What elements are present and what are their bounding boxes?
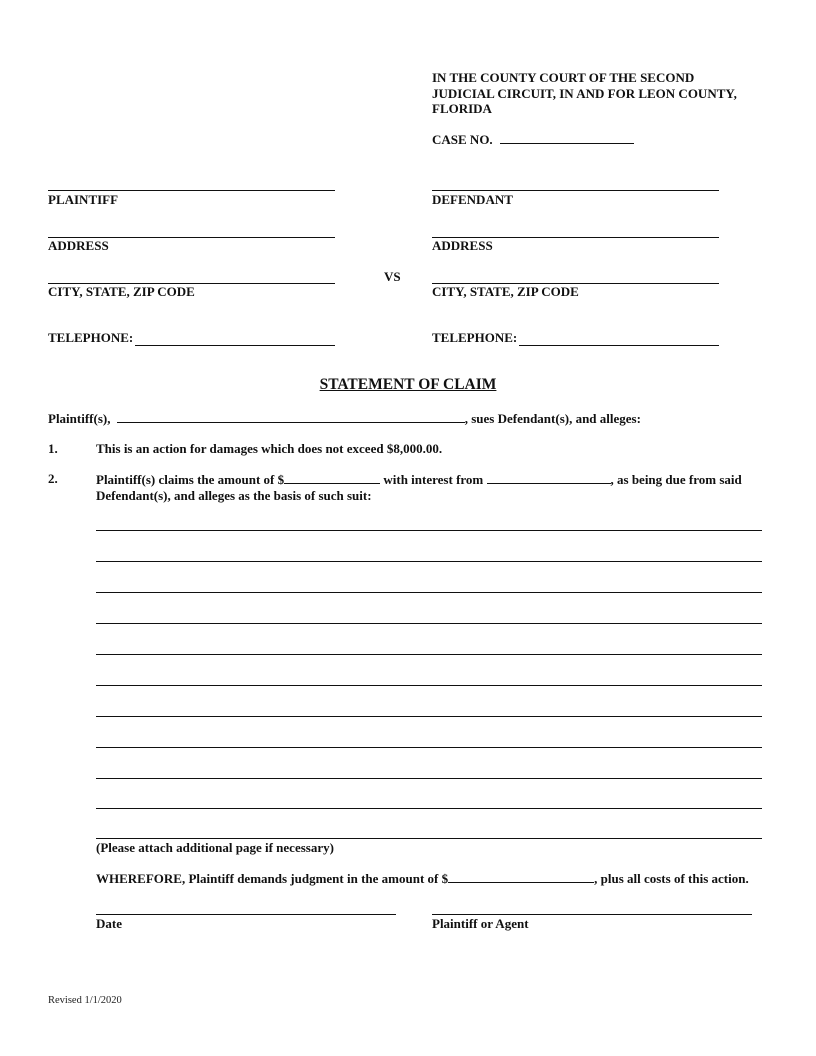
plaintiff-address-label: ADDRESS — [48, 238, 109, 253]
plaintiff-city-label: CITY, STATE, ZIP CODE — [48, 284, 195, 299]
basis-line[interactable] — [96, 685, 762, 686]
plaintiff-telephone-line[interactable] — [135, 345, 335, 346]
wherefore-prefix: WHEREFORE, Plaintiff demands judgment in the amount of $ — [96, 871, 449, 886]
plaintiff-signature-line[interactable] — [432, 914, 752, 915]
document-title-text: STATEMENT OF CLAIM — [319, 376, 497, 393]
case-number-label: CASE NO. — [432, 132, 493, 147]
item-2-text-c: , as being due from said Defendant(s), and alleges as the basis of such suit: — [96, 472, 742, 503]
item-2-number: 2. — [48, 471, 58, 486]
basis-line[interactable] — [96, 808, 762, 809]
document-title — [0, 376, 816, 394]
revised-date: Revised 1/1/2020 — [48, 995, 122, 1006]
defendant-label: DEFENDANT — [432, 192, 513, 207]
intro-statement — [48, 410, 641, 427]
interest-from-date-field[interactable] — [487, 471, 611, 484]
versus-label: VS — [384, 269, 401, 284]
plaintiff-telephone-label: TELEPHONE: — [48, 330, 134, 345]
basis-line[interactable] — [96, 747, 762, 748]
wherefore-clause — [96, 870, 749, 887]
basis-line[interactable] — [96, 778, 762, 779]
basis-line[interactable] — [96, 623, 762, 624]
plaintiff-name-line[interactable] — [48, 190, 335, 191]
basis-line[interactable] — [96, 530, 762, 531]
judgment-amount-field[interactable] — [448, 870, 594, 883]
defendant-telephone-label: TELEPHONE: — [432, 330, 518, 345]
claim-amount-field[interactable] — [284, 471, 380, 484]
case-number-row — [432, 131, 634, 148]
court-header — [432, 70, 762, 117]
basis-line[interactable] — [96, 592, 762, 593]
intro-suffix: , sues Defendant(s), and alleges: — [464, 411, 641, 426]
basis-line[interactable] — [96, 838, 762, 839]
wherefore-suffix: , plus all costs of this action. — [594, 871, 749, 886]
date-line[interactable] — [96, 914, 396, 915]
defendant-name-line[interactable] — [432, 190, 719, 191]
item-2-text-a: Plaintiff(s) claims the amount of $ — [96, 472, 285, 487]
basis-line[interactable] — [96, 654, 762, 655]
item-1-text: This is an action for damages which does not exceed $8,000.00. — [96, 441, 443, 456]
intro-prefix: Plaintiff(s), — [48, 411, 111, 426]
court-header-line-3: FLORIDA — [432, 101, 492, 116]
item-2-text-b: with interest from — [380, 472, 487, 487]
defendant-city-label: CITY, STATE, ZIP CODE — [432, 284, 579, 299]
plaintiff-signature-label: Plaintiff or Agent — [432, 916, 529, 931]
basis-line[interactable] — [96, 561, 762, 562]
basis-line[interactable] — [96, 716, 762, 717]
attach-note: (Please attach additional page if necessary) — [96, 840, 334, 855]
court-header-line-1: IN THE COUNTY COURT OF THE SECOND — [432, 70, 695, 85]
court-header-line-2: JUDICIAL CIRCUIT, IN AND FOR LEON COUNTY, — [432, 85, 737, 101]
item-1-number: 1. — [48, 441, 58, 456]
plaintiff-label: PLAINTIFF — [48, 192, 119, 207]
case-number-field[interactable] — [500, 131, 634, 144]
defendant-telephone-line[interactable] — [519, 345, 719, 346]
item-2-text — [96, 471, 766, 504]
plaintiff-names-field[interactable] — [117, 410, 465, 423]
date-label: Date — [96, 916, 122, 931]
defendant-address-label: ADDRESS — [432, 238, 493, 253]
